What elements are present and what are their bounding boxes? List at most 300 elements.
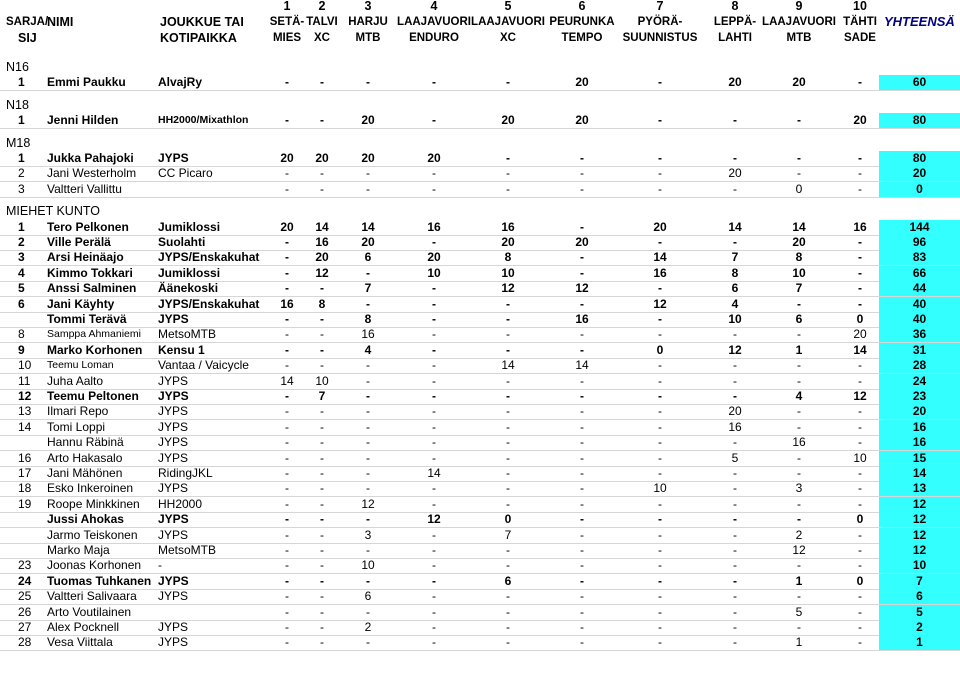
rank-cell: 8	[18, 327, 25, 342]
score-cell-event-1: -	[285, 558, 289, 573]
score-cell-event-7: -	[658, 527, 662, 542]
score-cell-event-1: -	[285, 358, 289, 373]
score-cell-event-4: -	[432, 373, 436, 388]
score-cell-event-6: -	[580, 604, 584, 619]
score-cell-event-3: -	[366, 181, 370, 196]
table-row	[0, 528, 960, 543]
total-cell: 7	[879, 574, 960, 589]
rank-cell: 16	[18, 450, 32, 465]
score-cell-event-10: 12	[853, 389, 867, 403]
table-row	[0, 113, 960, 128]
rank-cell: 23	[18, 558, 32, 573]
score-cell-event-2: -	[320, 604, 324, 619]
score-cell-event-10: 20	[853, 113, 867, 128]
score-cell-event-8: -	[733, 558, 737, 573]
total-cell: 144	[879, 220, 960, 235]
score-cell-event-2: -	[320, 558, 324, 573]
score-cell-event-4: -	[432, 481, 436, 496]
score-cell-event-5: 8	[504, 250, 512, 265]
score-cell-event-1: -	[285, 312, 289, 326]
total-cell: 15	[879, 451, 960, 466]
score-cell-event-9: 10	[792, 265, 806, 280]
score-cell-event-3: -	[366, 450, 370, 465]
score-cell-event-4: -	[432, 604, 436, 619]
score-cell-event-5: -	[506, 312, 510, 326]
total-cell: 2	[879, 620, 960, 635]
score-cell-event-7: -	[658, 281, 662, 296]
score-cell-event-8: -	[733, 327, 737, 342]
score-cell-event-4: -	[432, 312, 436, 326]
table-row	[0, 635, 960, 650]
score-cell-event-7: -	[658, 435, 662, 450]
score-cell-event-10: -	[858, 558, 862, 573]
total-cell: 80	[879, 113, 960, 128]
total-cell: 96	[879, 235, 960, 250]
total-cell: 20	[879, 166, 960, 181]
rank-cell: 1	[18, 219, 25, 234]
name-cell: Alex Pocknell	[47, 620, 120, 634]
header-event-3-num: 3	[364, 0, 372, 13]
score-cell-event-2: -	[320, 527, 324, 542]
score-cell-event-9: -	[797, 589, 801, 604]
section-label: N18	[6, 97, 29, 112]
rank-cell: 13	[18, 404, 32, 419]
score-cell-event-5: -	[506, 404, 510, 419]
score-cell-event-7: -	[658, 419, 662, 434]
score-cell-event-3: -	[366, 512, 370, 527]
team-cell: CC Picaro	[158, 166, 213, 181]
total-cell: 6	[879, 589, 960, 604]
total-cell: 16	[879, 435, 960, 450]
rank-cell: 19	[18, 496, 32, 511]
score-cell-event-7: 12	[653, 296, 667, 311]
score-cell-event-5: -	[506, 342, 510, 357]
team-cell: JYPS	[158, 373, 189, 388]
score-cell-event-8: -	[733, 620, 737, 634]
score-cell-event-5: -	[506, 589, 510, 604]
table-row	[0, 497, 960, 512]
score-cell-event-3: 20	[361, 151, 375, 165]
name-cell: Marko Korhonen	[47, 342, 143, 357]
score-cell-event-10: -	[858, 166, 862, 181]
name-cell: Ilmari Repo	[47, 404, 109, 419]
score-cell-event-4: -	[432, 635, 436, 650]
total-cell: 23	[879, 389, 960, 404]
score-cell-event-5: -	[506, 389, 510, 403]
score-cell-event-6: -	[580, 250, 584, 265]
table-row	[0, 512, 960, 527]
table-row	[0, 343, 960, 358]
score-cell-event-10: -	[858, 435, 862, 450]
total-cell: 83	[879, 250, 960, 265]
total-cell: 80	[879, 151, 960, 166]
score-cell-event-4: -	[432, 358, 436, 373]
score-cell-event-7: -	[658, 620, 662, 634]
score-cell-event-2: -	[320, 181, 324, 196]
score-cell-event-3: -	[366, 75, 370, 90]
header-event-3-l2: MTB	[355, 32, 381, 44]
score-cell-event-2: -	[320, 404, 324, 419]
team-cell: Äänekoski	[158, 281, 219, 296]
team-cell: JYPS	[158, 404, 189, 419]
score-cell-event-5: -	[506, 635, 510, 650]
score-cell-event-10: -	[858, 235, 862, 249]
score-cell-event-8: 20	[728, 75, 742, 90]
score-cell-event-5: 10	[501, 265, 515, 280]
table-row	[0, 220, 960, 235]
header-event-7-l1: PYÖRÄ-	[637, 16, 683, 28]
header-event-6-num: 6	[578, 0, 586, 13]
score-cell-event-5: 7	[504, 527, 512, 542]
score-cell-event-6: -	[580, 527, 584, 542]
score-cell-event-9: 1	[795, 635, 803, 650]
header-event-3-l1: HARJU	[348, 16, 388, 28]
rank-cell: 3	[18, 181, 25, 196]
score-cell-event-6: -	[580, 558, 584, 573]
header-event-5-l2: XC	[500, 32, 516, 44]
score-cell-event-2: 20	[315, 250, 329, 265]
rank-cell: 1	[18, 151, 25, 165]
total-cell: 40	[879, 312, 960, 327]
table-row	[0, 389, 960, 404]
row-divider	[0, 128, 960, 129]
score-cell-event-1: -	[285, 435, 289, 450]
score-cell-event-8: -	[733, 235, 737, 249]
score-cell-event-1: -	[285, 389, 289, 403]
score-cell-event-3: 6	[364, 250, 372, 265]
section-title	[0, 136, 960, 151]
score-cell-event-7: -	[658, 558, 662, 573]
score-cell-event-2: 20	[315, 151, 329, 165]
score-cell-event-9: -	[797, 620, 801, 634]
header-kotipaikka: KOTIPAIKKA	[160, 31, 237, 45]
team-cell: JYPS	[158, 573, 189, 588]
total-cell: 12	[879, 497, 960, 512]
score-cell-event-1: -	[285, 635, 289, 650]
score-cell-event-7: -	[658, 75, 662, 90]
score-cell-event-7: -	[658, 496, 662, 511]
score-cell-event-10: -	[858, 496, 862, 511]
table-row	[0, 620, 960, 635]
name-cell: Arto Hakasalo	[47, 450, 123, 465]
score-cell-event-5: -	[506, 558, 510, 573]
score-cell-event-6: -	[580, 481, 584, 496]
score-cell-event-10: -	[858, 466, 862, 480]
rank-cell: 12	[18, 389, 32, 403]
score-cell-event-9: -	[797, 450, 801, 465]
score-cell-event-8: 14	[728, 219, 742, 234]
score-cell-event-8: 5	[731, 450, 739, 465]
score-cell-event-4: -	[432, 327, 436, 342]
score-cell-event-5: 20	[501, 235, 515, 249]
score-cell-event-7: -	[658, 235, 662, 249]
table-row	[0, 75, 960, 90]
score-cell-event-1: -	[285, 281, 289, 296]
total-cell: 44	[879, 281, 960, 296]
score-cell-event-8: -	[733, 573, 737, 588]
table-row	[0, 182, 960, 197]
score-cell-event-10: -	[858, 75, 862, 90]
score-cell-event-9: -	[797, 166, 801, 181]
score-cell-event-8: 12	[728, 342, 742, 357]
score-cell-event-10: 16	[853, 219, 867, 234]
score-cell-event-1: -	[285, 543, 289, 557]
score-cell-event-1: -	[285, 265, 289, 280]
score-cell-event-5: -	[506, 166, 510, 181]
score-cell-event-4: -	[432, 181, 436, 196]
score-cell-event-9: 2	[795, 527, 803, 542]
score-cell-event-5: -	[506, 481, 510, 496]
team-cell: JYPS/Enskakuhat	[158, 296, 260, 311]
team-cell: Vantaa / Vaicycle	[158, 358, 249, 373]
name-cell: Jenni Hilden	[47, 113, 119, 128]
score-cell-event-5: -	[506, 327, 510, 342]
score-cell-event-6: -	[580, 404, 584, 419]
score-cell-event-6: 14	[575, 358, 589, 373]
score-cell-event-6: -	[580, 635, 584, 650]
header-event-2-l1: TALVI	[306, 16, 338, 28]
total-cell: 12	[879, 543, 960, 558]
score-cell-event-7: -	[658, 389, 662, 403]
score-cell-event-6: -	[580, 373, 584, 388]
score-cell-event-10: -	[858, 543, 862, 557]
score-cell-event-6: -	[580, 265, 584, 280]
score-cell-event-10: -	[858, 250, 862, 265]
score-cell-event-2: 16	[315, 235, 329, 249]
team-cell: Kensu 1	[158, 342, 205, 357]
score-cell-event-10: -	[858, 419, 862, 434]
rank-cell: 4	[18, 265, 25, 280]
score-cell-event-4: -	[432, 573, 436, 588]
score-cell-event-2: -	[320, 481, 324, 496]
score-cell-event-8: 6	[731, 281, 739, 296]
score-cell-event-6: -	[580, 151, 584, 165]
header-event-7-l2: SUUNNISTUS	[622, 32, 698, 44]
score-cell-event-5: -	[506, 543, 510, 557]
score-cell-event-5: -	[506, 75, 510, 90]
score-cell-event-5: -	[506, 151, 510, 165]
score-cell-event-4: -	[432, 281, 436, 296]
score-cell-event-4: -	[432, 527, 436, 542]
total-cell: 60	[879, 75, 960, 90]
name-cell: Emmi Paukku	[47, 75, 126, 90]
score-cell-event-10: -	[858, 589, 862, 604]
score-cell-event-6: -	[580, 496, 584, 511]
score-cell-event-9: 4	[795, 389, 803, 403]
score-cell-event-7: -	[658, 573, 662, 588]
score-cell-event-6: 20	[575, 113, 589, 128]
score-cell-event-9: 16	[792, 435, 806, 450]
score-cell-event-6: -	[580, 389, 584, 403]
header-event-4-l1: LAAJAVUORI	[397, 16, 471, 28]
header-event-8-num: 8	[731, 0, 739, 13]
team-cell: JYPS	[158, 620, 189, 634]
score-cell-event-5: 12	[501, 281, 515, 296]
table-row	[0, 327, 960, 342]
score-cell-event-5: -	[506, 496, 510, 511]
team-cell: JYPS	[158, 419, 189, 434]
table-row	[0, 404, 960, 419]
table-row	[0, 558, 960, 573]
score-cell-event-2: -	[320, 450, 324, 465]
rank-cell: 17	[18, 466, 32, 480]
score-cell-event-2: -	[320, 342, 324, 357]
score-cell-event-1: -	[285, 404, 289, 419]
table-header	[0, 0, 960, 50]
name-cell: Ville Perälä	[47, 235, 111, 249]
score-cell-event-4: -	[432, 496, 436, 511]
score-cell-event-3: -	[366, 358, 370, 373]
score-cell-event-4: 12	[427, 512, 441, 527]
team-cell: Jumiklossi	[158, 219, 221, 234]
score-cell-event-4: -	[432, 113, 436, 128]
score-cell-event-8: -	[733, 481, 737, 496]
rank-cell: 14	[18, 419, 32, 434]
score-cell-event-5: 14	[501, 358, 515, 373]
score-cell-event-7: -	[658, 358, 662, 373]
score-cell-event-3: -	[366, 435, 370, 450]
score-cell-event-7: 14	[653, 250, 667, 265]
total-cell: 66	[879, 266, 960, 281]
score-cell-event-9: -	[797, 296, 801, 311]
team-cell: JYPS	[158, 450, 189, 465]
score-cell-event-3: -	[366, 389, 370, 403]
score-cell-event-3: -	[366, 419, 370, 434]
score-cell-event-7: -	[658, 166, 662, 181]
score-cell-event-6: -	[580, 166, 584, 181]
score-cell-event-5: 20	[501, 113, 515, 128]
row-divider	[0, 90, 960, 91]
header-event-8-l2: LAHTI	[718, 32, 752, 44]
score-cell-event-3: -	[366, 166, 370, 181]
score-cell-event-6: -	[580, 620, 584, 634]
table-row	[0, 605, 960, 620]
score-cell-event-7: 10	[653, 481, 667, 496]
name-cell: Kimmo Tokkari	[47, 265, 133, 280]
total-cell: 40	[879, 297, 960, 312]
score-cell-event-8: 8	[731, 265, 739, 280]
score-cell-event-1: -	[285, 512, 289, 527]
score-cell-event-7: -	[658, 404, 662, 419]
name-cell: Vesa Viittala	[47, 635, 113, 650]
total-cell: 24	[879, 374, 960, 389]
rank-cell: 26	[18, 604, 32, 619]
score-cell-event-2: -	[320, 419, 324, 434]
team-cell: JYPS	[158, 589, 189, 604]
header-event-10-l1: TÄHTI	[843, 16, 877, 28]
score-cell-event-10: -	[858, 635, 862, 650]
score-cell-event-4: 20	[427, 250, 441, 265]
table-row	[0, 266, 960, 281]
name-cell: Tommi Terävä	[47, 312, 127, 326]
score-cell-event-10: -	[858, 151, 862, 165]
table-row	[0, 589, 960, 604]
name-cell: Anssi Salminen	[47, 281, 137, 296]
score-cell-event-2: -	[320, 573, 324, 588]
score-cell-event-9: -	[797, 373, 801, 388]
header-event-4-l2: ENDURO	[409, 32, 459, 44]
score-cell-event-10: 20	[853, 327, 867, 342]
total-cell: 14	[879, 466, 960, 481]
score-cell-event-2: -	[320, 496, 324, 511]
score-cell-event-8: 4	[731, 296, 739, 311]
table-row	[0, 312, 960, 327]
score-cell-event-6: -	[580, 419, 584, 434]
rank-cell: 1	[18, 113, 25, 128]
team-cell: HH2000	[158, 496, 203, 511]
score-cell-event-3: -	[366, 296, 370, 311]
score-cell-event-8: 20	[728, 404, 742, 419]
score-cell-event-10: 10	[853, 450, 867, 465]
header-event-10-num: 10	[853, 0, 867, 13]
score-cell-event-8: -	[733, 496, 737, 511]
score-cell-event-5: 0	[504, 512, 512, 527]
score-cell-event-2: -	[320, 512, 324, 527]
score-cell-event-2: -	[320, 358, 324, 373]
score-cell-event-1: -	[285, 527, 289, 542]
score-cell-event-4: -	[432, 589, 436, 604]
score-cell-event-8: -	[733, 512, 737, 527]
score-cell-event-5: -	[506, 435, 510, 450]
score-cell-event-3: 2	[364, 620, 372, 634]
name-cell: Arsi Heinäajo	[47, 250, 124, 265]
total-cell: 0	[879, 182, 960, 197]
header-event-4-num: 4	[430, 0, 438, 13]
score-cell-event-3: -	[366, 373, 370, 388]
team-cell: JYPS	[158, 312, 189, 326]
header-event-6-l1: PEURUNKA	[549, 16, 615, 28]
score-cell-event-6: -	[580, 327, 584, 342]
rank-cell: 25	[18, 589, 32, 604]
score-cell-event-5: -	[506, 450, 510, 465]
score-cell-event-3: 3	[364, 527, 372, 542]
total-cell: 12	[879, 512, 960, 527]
score-cell-event-9: 20	[792, 75, 806, 90]
score-cell-event-4: -	[432, 166, 436, 181]
score-cell-event-4: -	[432, 404, 436, 419]
name-cell: Jani Käyhty	[47, 296, 115, 311]
score-cell-event-3: 4	[364, 342, 372, 357]
score-cell-event-3: -	[366, 265, 370, 280]
score-cell-event-2: 7	[318, 389, 326, 403]
score-cell-event-9: 1	[795, 342, 803, 357]
score-cell-event-6: -	[580, 450, 584, 465]
score-cell-event-10: -	[858, 181, 862, 196]
score-cell-event-9: 3	[795, 481, 803, 496]
score-cell-event-7: -	[658, 635, 662, 650]
score-cell-event-1: 20	[280, 151, 294, 165]
section-label: M18	[6, 135, 31, 150]
team-cell: JYPS	[158, 389, 189, 403]
name-cell: Hannu Räbinä	[47, 435, 124, 450]
score-cell-event-4: -	[432, 435, 436, 450]
score-cell-event-6: -	[580, 589, 584, 604]
score-cell-event-9: -	[797, 419, 801, 434]
score-cell-event-2: -	[320, 543, 324, 557]
name-cell: Joonas Korhonen	[47, 558, 142, 573]
team-cell: JYPS	[158, 151, 189, 165]
rank-cell: 2	[18, 166, 25, 181]
name-cell: Tomi Loppi	[47, 419, 106, 434]
score-cell-event-9: 8	[795, 250, 803, 265]
name-cell: Valtteri Salivaara	[47, 589, 137, 604]
score-cell-event-10: -	[858, 281, 862, 296]
score-cell-event-7: -	[658, 327, 662, 342]
score-cell-event-10: -	[858, 620, 862, 634]
total-cell: 28	[879, 358, 960, 373]
header-event-1-l2: MIES	[272, 32, 302, 44]
team-cell: JYPS	[158, 481, 189, 496]
